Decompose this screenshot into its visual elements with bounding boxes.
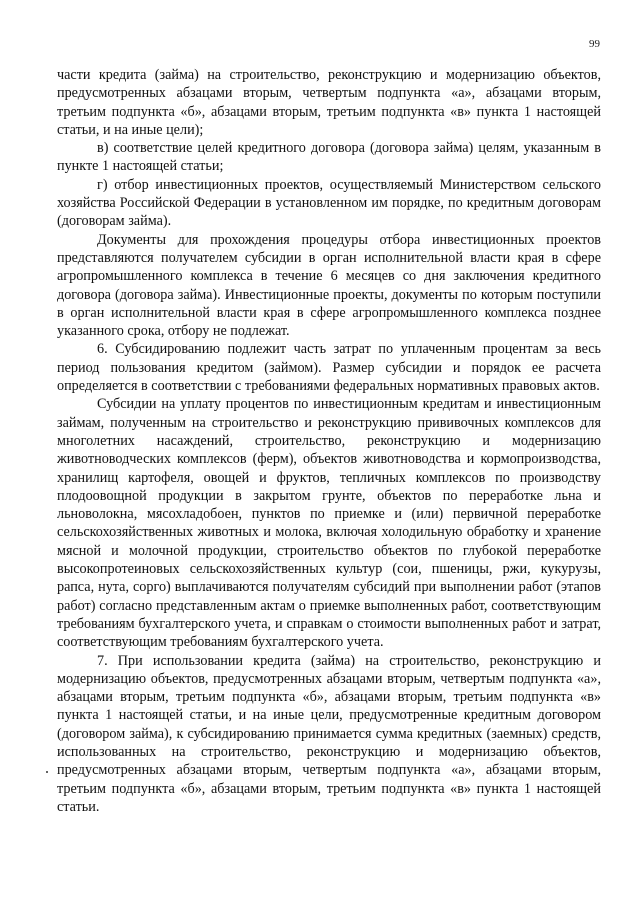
paragraph: части кредита (займа) на строительство, реконструкцию и модернизацию объектов, предусмотренных абзацами вторым, четвертым подпункта «а», абзацами вторым, третьим подпункта «б», абзацами вторым, третьим подпункта «в» пункта 1 настоящей статьи, и на иные цели); (57, 67, 601, 138)
paragraph: Субсидии на уплату процентов по инвестиционным кредитам и инвестиционным займам, полученным на строительство и реконструкцию прививочных комплексов для многолетних насаждений, строительство, реконструкцию и модернизацию животноводческих комплексов (ферм), объектов животноводства и кормопроизводства, хранилищ картофеля, овощей и фруктов, тепличных комплексов по производству плодоовощной продукции в закрытом грунте, объектов по переработке льна и льноволокна, мясохладобоен, пунктов по приемке и (или) первичной переработке сельскохозяйственных животных и молока, включая холодильную обработку и хранение мясной и молочной продукции, строительство объектов по глубокой переработке высокопротеиновых сельскохозяйственных культур (сои, пшеницы, ржи, кукурузы, рапса, нута, сорго) выплачиваются получателям субсидий при выполнении работ (этапов работ) согласно представленным актам о приемке выполненных работ, соответствующим требованиям бухгалтерского учета, и справкам о стоимости выполненных работ и затрат, соответствующим требованиям бухгалтерского учета. (57, 396, 601, 651)
paragraph: г) отбор инвестиционных проектов, осуществляемый Министерством сельского хозяйства Российской Федерации в установленном им порядке, по кредитным договорам (договорам займа). (57, 176, 601, 230)
paragraph: 7. При использовании кредита (займа) на строительство, реконструкцию и модернизацию объектов, предусмотренных абзацами вторым, четвертым подпункта «а», абзацами вторым, третьим подпункта «б», абзацами вторым, третьим подпункта «в» пункта 1 настоящей статьи, и на иные цели, предусмотренные кредитным договором (договором займа), к субсидированию принимается сумма кредитных (заемных) средств, использованных на строительство, реконструкцию и модернизацию объектов, предусмотренных абзацами вторым, четвертым подпункта «а», абзацами вторым, третьим подпункта «б», абзацами вторым, третьим подпункта «в» пункта 1 настоящей статьи. (57, 652, 601, 815)
paragraph: в) соответствие целей кредитного договора (договора займа) целям, указанным в пункте 1 настоящей статьи; (57, 140, 601, 175)
scan-mark (46, 771, 48, 773)
paragraph: Документы для прохождения процедуры отбора инвестиционных проектов представляются получателем субсидии в орган исполнительной власти края в сфере агропромышленного комплекса в течение 6 месяцев со дня заключения кредитного договора (договора займа). Инвестиционные проекты, документы по которым поступили в орган исполнительной власти края в сфере агропромышленного комплекса позднее указанного срока, отбору не подлежат. (57, 231, 601, 340)
page-number: 99 (589, 38, 600, 50)
body-text (57, 66, 601, 816)
paragraph: 6. Субсидированию подлежит часть затрат по уплаченным процентам за весь период пользования кредитом (займом). Размер субсидии и порядок ее расчета определяется в соответствии с требованиями федеральных нормативных правовых актов. (57, 341, 601, 395)
